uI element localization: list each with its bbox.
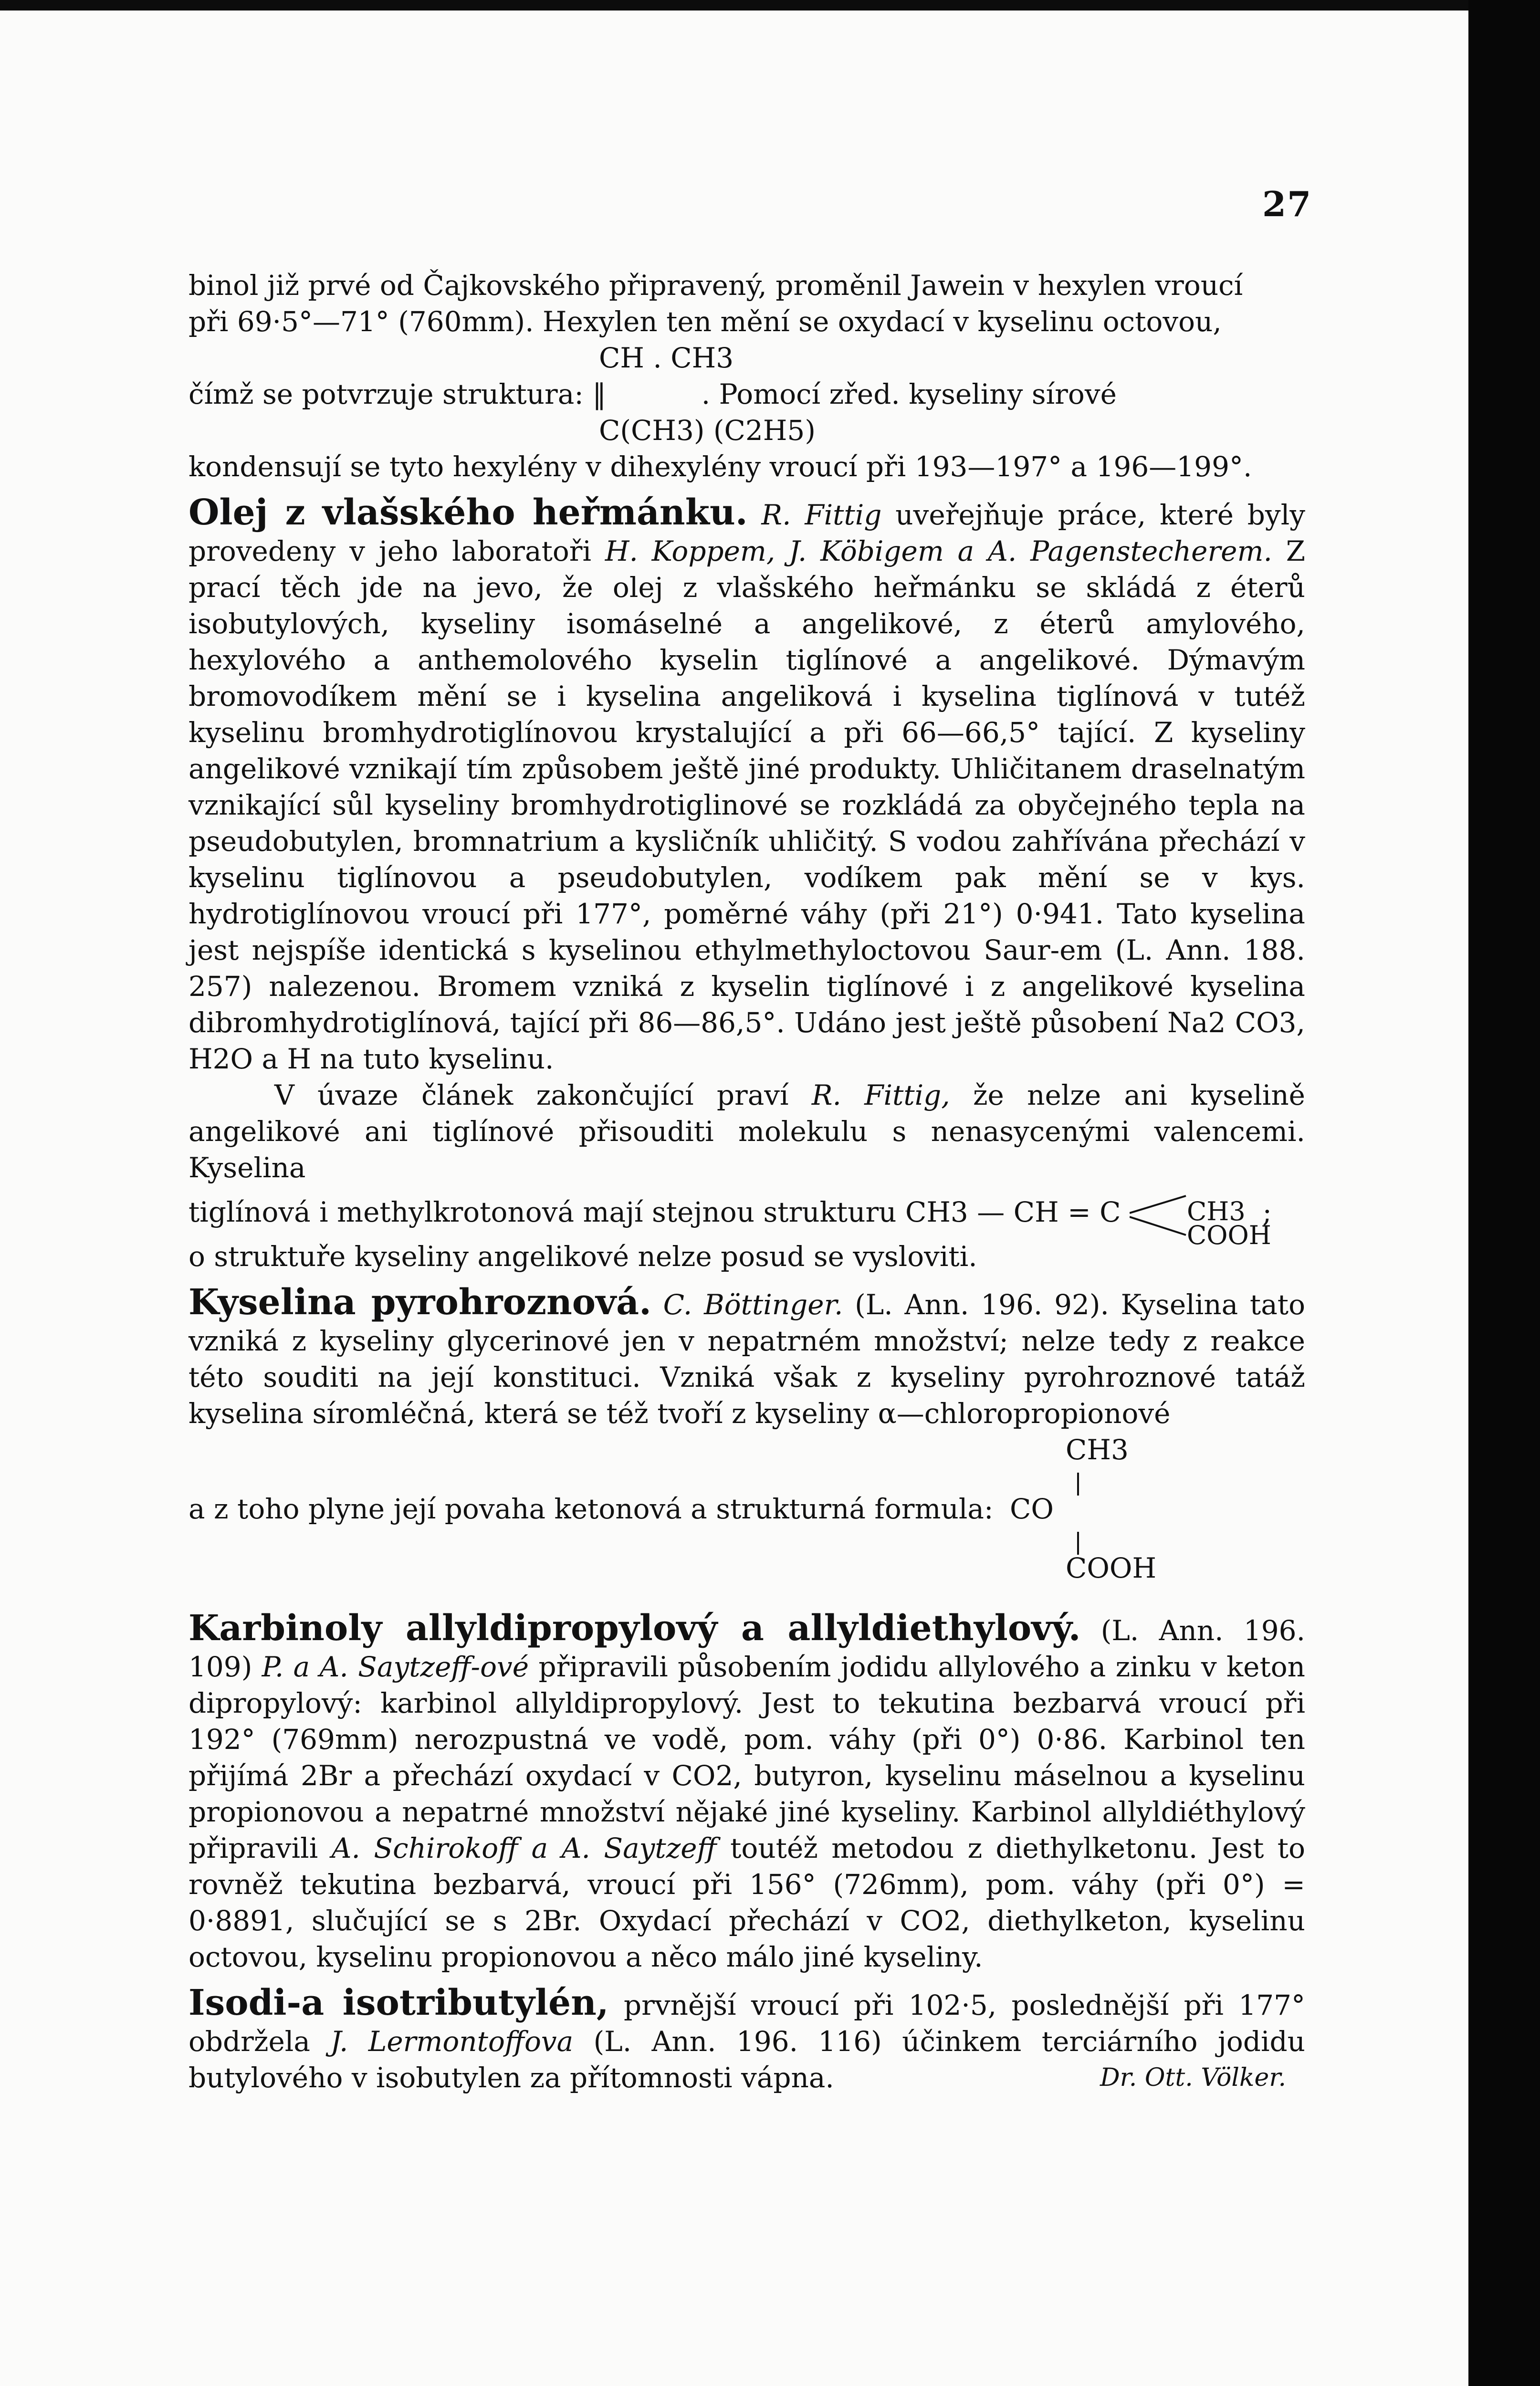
intro-line-3b: . Pomocí zřed. kyseliny sírové xyxy=(701,378,1117,410)
carb-text-1: připravili působením jodidu allylového a zinku v keton dipropylový: karbinol allyldipropylový. Jest to tekutina bezbarvá vroucí při 192° (769mm) nerozpustná ve vodě, pom. váhy (při 0°) 0·86. Karbinol ten přijímá 2Br a přechází oxydací v CO2, butyron, kyselinu máselnou a kyselinu propionovou a nepatrné množství nějaké jiné kyseliny. Karbinol allyldiéthylový připravili xyxy=(189,1651,1306,1864)
oil-formula-line xyxy=(189,1186,1305,1250)
intro-line-2: při 69·5°—71° (760mm). Hexylen ten mění se oxydací v kyselinu octovou, xyxy=(189,305,1222,338)
oil-text-3-author: R. Fittig, xyxy=(811,1079,950,1111)
oil-text-3a: V úvaze článek zakončující praví xyxy=(274,1079,789,1111)
pyro-formula-bottom xyxy=(189,1550,1305,1586)
formula-bond: ‖ xyxy=(592,378,607,410)
pyro-text-2: a z toho plyne její povaha ketonová a strukturná formula: xyxy=(189,1493,994,1525)
section-oil xyxy=(189,494,1305,1077)
pyro-cooh: COOH xyxy=(1066,1552,1157,1584)
isodi-text-2: (L. Ann. 196. 116) účinkem terciárního jodidu butylového v isobutylen za přítomnosti vápna. xyxy=(189,2025,1305,2094)
pyro-text-1: Kyselina tato vzniká z kyseliny glycerinové jen v nepatrném množství; nelze tedy z reakce této souditi na její konstituci. Vzniká však z kyseliny pyrohroznové tatáž kyselina síromléčná, která se též tvoří z kyseliny α—chloropropionové xyxy=(189,1288,1306,1430)
intro-formula-top xyxy=(189,340,1305,376)
formula-top: CH . CH3 xyxy=(599,342,734,374)
carb-ref: (L. Ann. 196. 109) xyxy=(189,1614,1305,1683)
formula-cooh: COOH xyxy=(1186,1220,1271,1250)
branch-bonds-icon xyxy=(1130,1192,1192,1240)
pyro-ch3: CH3 xyxy=(1066,1434,1129,1466)
branch-formula xyxy=(1130,1188,1271,1250)
formula-bottom: C(CH3) (C2H5) xyxy=(599,414,816,447)
page-number: 27 xyxy=(1262,184,1312,224)
pyro-ref: (L. Ann. 196. 92). xyxy=(855,1288,1109,1321)
intro-line-3 xyxy=(189,376,1305,412)
scan-edge-top xyxy=(0,0,1540,10)
heading-pyro: Kyselina pyrohroznová. xyxy=(189,1282,651,1323)
section-carb xyxy=(189,1610,1305,1975)
formula-end: ; xyxy=(1262,1196,1272,1228)
spacer xyxy=(189,1586,1305,1610)
oil-text-3b: že nelze ani kyselině angelikové ani tiglínové přisouditi molekulu s nenasycenými valencemi. Kyselina xyxy=(189,1079,1305,1184)
heading-isodi: Isodi-a isotributylén, xyxy=(189,1982,609,2023)
pyro-co: CO xyxy=(1009,1493,1054,1525)
page-content xyxy=(189,267,1305,2096)
pyro-text-2-line xyxy=(189,1491,1305,1527)
oil-text-4: tiglínová i methylkrotonová mají stejnou strukturu CH3 — CH = C xyxy=(189,1196,1121,1228)
pyro-formula-top xyxy=(189,1432,1305,1468)
author-bottinger: C. Böttinger. xyxy=(663,1288,843,1321)
scan-edge-right xyxy=(1468,0,1540,2386)
carb-text-2: toutéž metodou z diethylketonu. Jest to rovněž tekutina bezbarvá, vroucí při 156° (726mm), pom. váhy (při 0°) = 0·8891, slučující se s 2Br. Oxydací přechází v CO2, diethylketon, kyselinu octovou, kyselinu propionovou a něco málo jiné kyseliny. xyxy=(189,1832,1305,1973)
carb-authors-2: A. Schirokoff a A. Saytzeff xyxy=(331,1832,717,1864)
oil-paragraph-2 xyxy=(189,1077,1305,1186)
carb-authors: P. a A. Saytzeff-ové xyxy=(262,1651,529,1683)
oil-text-1: uveřejňuje práce, které byly provedeny v jeho laboratoři xyxy=(189,499,1306,567)
isodi-author: J. Lermontoffova xyxy=(330,2025,574,2058)
oil-names: H. Koppem, J. Köbigem a A. Pagenstecherem. xyxy=(605,535,1272,567)
intro-formula-bottom xyxy=(189,412,1305,449)
section-isodi xyxy=(189,1982,1305,2096)
intro-line-3a: čímž se potvrzuje struktura: xyxy=(189,378,584,410)
intro-line-1: binol již prvé od Čajkovského připravený, proměnil Jawein v hexylen vroucí xyxy=(189,269,1243,302)
heading-oil: Olej z vlašského heřmánku. xyxy=(189,492,748,533)
intro-line-4: kondensují se tyto hexylény v dihexylény vroucí při 193—197° a 196—199°. xyxy=(189,450,1252,483)
bond-line-icon xyxy=(1077,1473,1079,1496)
formula-ch3: CH3 xyxy=(1186,1196,1246,1226)
oil-text-2: Z prací těch jde na jevo, že olej z vlašského heřmánku se skládá z éterů isobutylových, kyseliny isomáselné a angelikové, z éterů amylového, hexylového a anthemolového kyselin tiglínové a angelikové. Dýmavým bromovodíkem mění se i kyselina angeliková i kyselina tiglínová v tutéž kyselinu bromhydrotiglínovou krystalující a při 66—66,5° tající. Z kyseliny angelikové vznikají tím způsobem ještě jiné produkty. Uhličitanem draselnatým vznikající sůl kyseliny bromhydrotiglinové se rozkládá za obyčejného tepla na pseudobutylen, bromnatrium a kysličník uhličitý. S vodou zahřívána přechází v kyselinu tiglínovou a pseudobutylen, vodíkem pak mění se v kys. hydrotiglínovou vroucí při 177°, poměrné váhy (při 21°) 0·941. Tato kyselina jest nejspíše identická s kyselinou ethylmethyloctovou Saur-em (L. Ann. 188. 257) nalezenou. Bromem vzniká z kyselin tiglínové i z angelikové kyselina dibromhydrotiglínová, tající při 86—86,5°. Udáno jest ještě působení Na2 CO3, H2O a H na tuto kyselinu. xyxy=(189,535,1306,1075)
pyro-bond-2 xyxy=(189,1527,1305,1550)
signature: Dr. Ott. Völker. xyxy=(1100,2063,1286,2092)
heading-carb: Karbinoly allyldipropylový a allyldiethylový. xyxy=(189,1608,1081,1649)
isodi-text-1: prvnější vroucí při 102·5, poslednější při 177° obdržela xyxy=(189,1989,1305,2058)
section-pyro xyxy=(189,1284,1305,1432)
oil-text-5: o struktuře kyseliny angelikové nelze posud se vysloviti. xyxy=(189,1240,977,1273)
author-fittig: R. Fittig xyxy=(761,499,882,531)
pyro-bond-1 xyxy=(189,1468,1305,1491)
